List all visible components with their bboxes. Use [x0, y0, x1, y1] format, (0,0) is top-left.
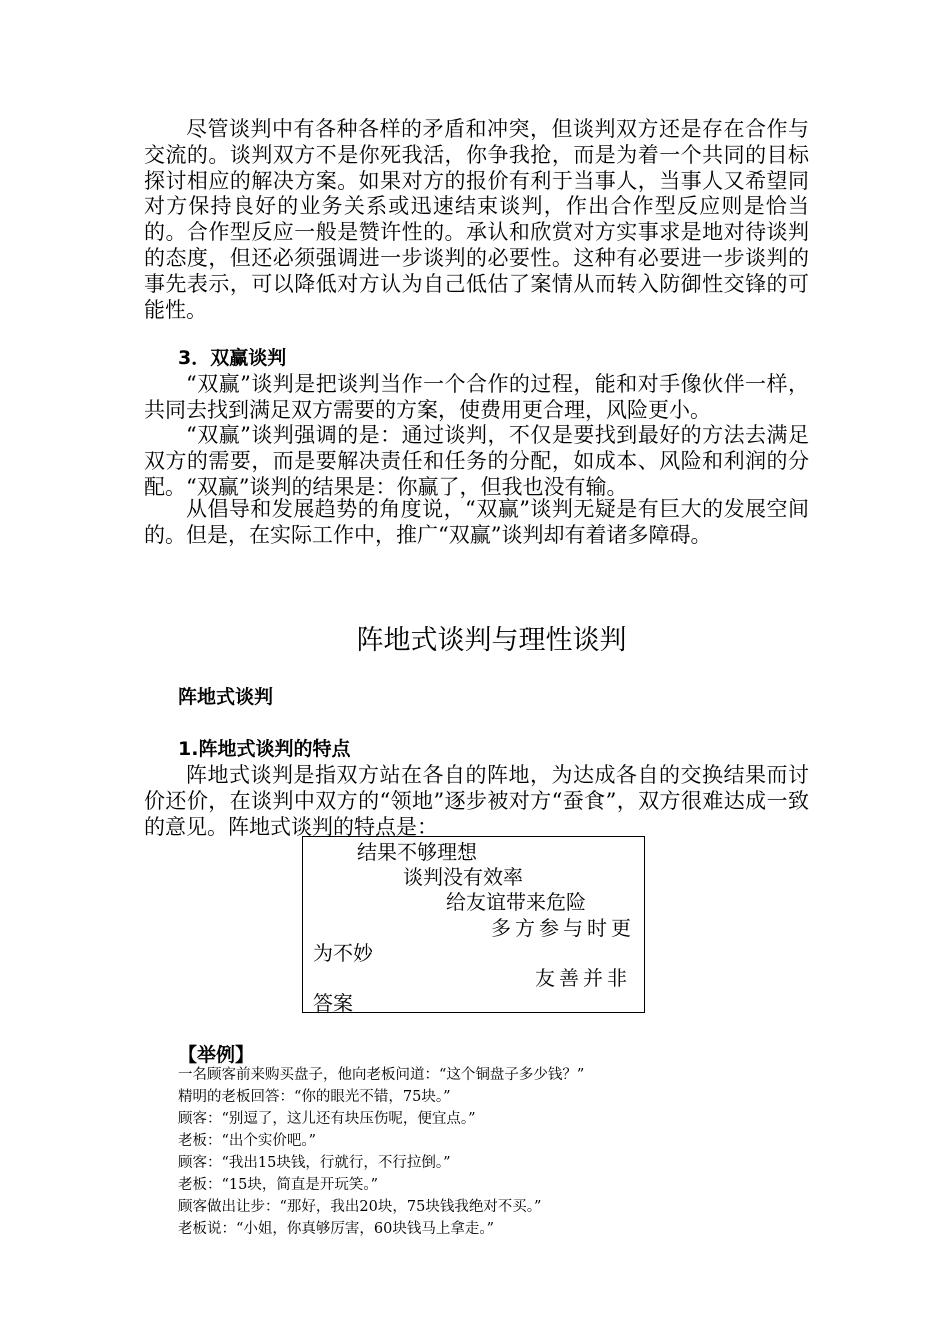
example-line: 精明的老板回答：“你的眼光不错，75块。” — [178, 1089, 451, 1105]
feature-line-1: 结果不够理想 — [357, 840, 477, 864]
example-line: 一名顾客前来购买盘子，他向老板问道：“这个铜盘子多少钱？” — [178, 1067, 585, 1083]
feature-line-3: 给友谊带来危险 — [446, 890, 586, 914]
features-box — [302, 836, 645, 1013]
feature-line-5a: 友善并非 — [535, 966, 631, 990]
subheading-features: 1.阵地式谈判的特点 — [178, 738, 351, 760]
paragraph-positional-definition: 阵地式谈判是指双方站在各自的阵地，为达成各自的交换结果而讨价还价，在谈判中双方的“领地”逐步被对方“蚕食”，双方很难达成一致的意见。阵地式谈判的特点是： — [144, 763, 809, 839]
feature-line-4a: 多方参与时更 — [491, 916, 635, 940]
example-line: 老板说：“小姐，你真够厉害，60块钱马上拿走。” — [178, 1221, 495, 1237]
example-line: 老板：“出个实价吧。” — [178, 1133, 317, 1149]
paragraph-win-win-emphasis: “双赢”谈判强调的是：通过谈判，不仅是要找到最好的方法去满足双方的需要，而是要解决责任和任务的分配，如成本、风险和利润的分配。“双赢”谈判的结果是：你赢了，但我也没有输。 — [144, 423, 809, 499]
feature-line-5b: 答案 — [313, 991, 353, 1015]
paragraph-cooperation: 尽管谈判中有各种各样的矛盾和冲突，但谈判双方还是存在合作与交流的。谈判双方不是你死我活，你争我抢，而是为着一个共同的目标探讨相应的解决方案。如果对方的报价有利于当事人，当事人又希望同对方保持良好的业务关系或迅速结束谈判，作出合作型反应则是恰当的。合作型反应一般是赞许性的。承认和欣赏对方实事求是地对待谈判的态度，但还必须强调进一步谈判的必要性。这种有必要进一步谈判的事先表示，可以降低对方认为自己低估了案情从而转入防御性交锋的可能性。 — [144, 117, 809, 322]
paragraph-win-win-definition: “双赢”谈判是把谈判当作一个合作的过程，能和对手像伙伴一样，共同去找到满足双方需要的方案，使费用更合理，风险更小。 — [144, 372, 809, 422]
example-line: 老板：“15块，简直是开玩笑。” — [178, 1177, 379, 1193]
example-line: 顾客：“别逗了，这儿还有块压伤呢，便宜点。” — [178, 1111, 476, 1127]
example-line: 顾客：“我出15块钱，行就行，不行拉倒。” — [178, 1155, 451, 1171]
page-title: 阵地式谈判与理性谈判 — [356, 625, 627, 656]
section-heading-positional: 阵地式谈判 — [178, 686, 274, 708]
feature-line-2: 谈判没有效率 — [403, 865, 523, 889]
feature-line-4b: 为不妙 — [313, 941, 373, 965]
example-line: 顾客做出让步：“那好，我出20块，75块钱我绝对不买。” — [178, 1199, 542, 1215]
paragraph-win-win-trend: 从倡导和发展趋势的角度说，“双赢”谈判无疑是有巨大的发展空间的。但是，在实际工作中，推广“双赢”谈判却有着诸多障碍。 — [144, 497, 809, 547]
heading-win-win: 3．双赢谈判 — [178, 347, 287, 369]
example-heading: 【举例】 — [178, 1044, 255, 1066]
